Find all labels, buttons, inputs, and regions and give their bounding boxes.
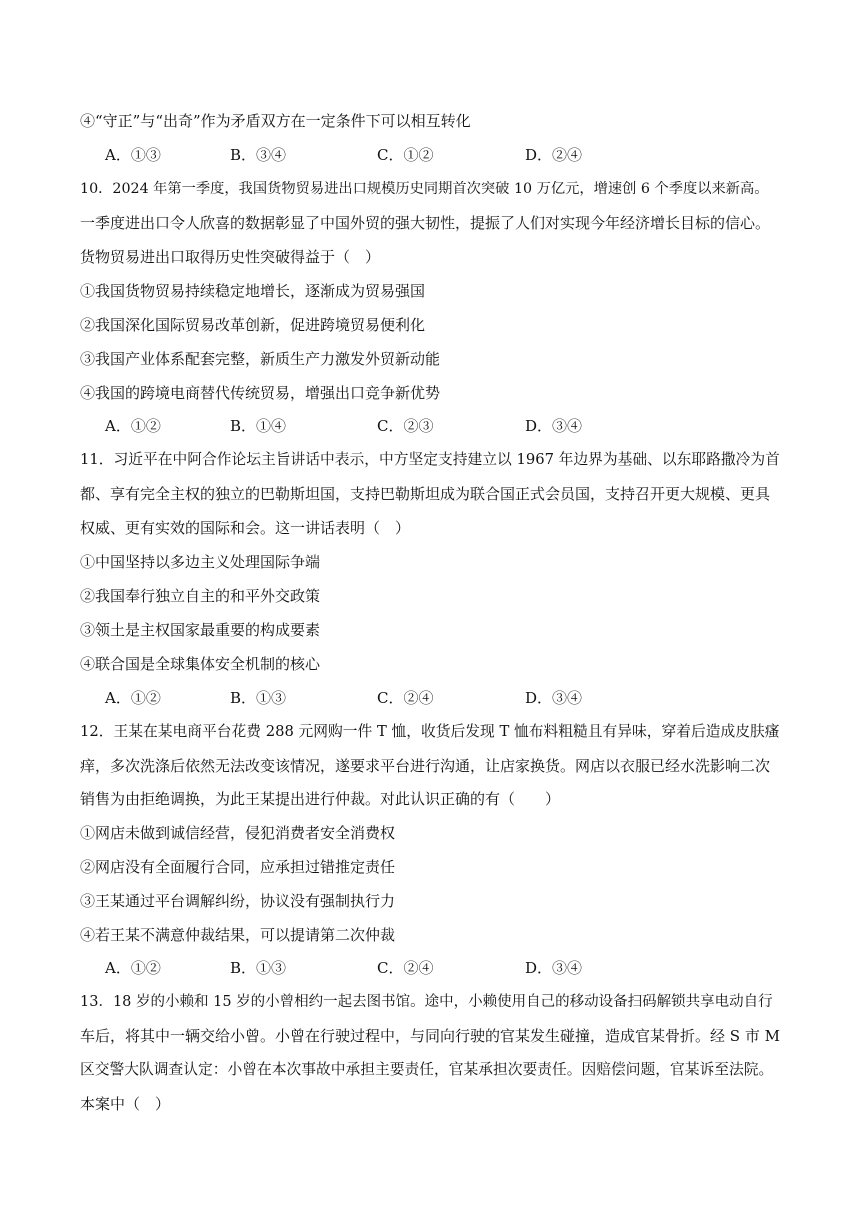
q11-statement-1: ①中国坚持以多边主义处理国际争端 (80, 553, 321, 571)
q10-stem-line-1: 10．2024 年第一季度，我国货物贸易进出口规模历史同期首次突破 10 万亿元，增速创 6 个季度以来新高。 (80, 181, 769, 197)
q10-option-a[interactable]: A．①② (105, 417, 161, 435)
q12-statement-2: ②网店没有全面履行合同，应承担过错推定责任 (80, 858, 396, 876)
q10-stem-line-3: 货物贸易进出口取得历史性突破得益于（ ） (80, 248, 381, 266)
q12-option-c[interactable]: C．②④ (377, 959, 434, 977)
q11-statement-4: ④联合国是全球集体安全机制的核心 (80, 655, 321, 673)
q11-option-d[interactable]: D．③④ (525, 689, 583, 707)
q11-statement-2: ②我国奉行独立自主的和平外交政策 (80, 587, 321, 605)
q13-stem-line-1: 13．18 岁的小赖和 15 岁的小曾相约一起去图书馆。途中，小赖使用自己的移动设备扫码解锁共享电动自行 (80, 994, 773, 1010)
q11-stem-line-3: 权威、更有实效的国际和会。这一讲话表明（ ） (80, 519, 411, 537)
q13-stem-line-2: 车后，将其中一辆交给小曾。小曾在行驶过程中，与同向行驶的官某发生碰撞，造成官某骨折。经 S 市 M (80, 1027, 780, 1045)
q11-option-c[interactable]: C．②④ (377, 689, 434, 707)
q12-stem-line-3: 销售为由拒绝调换，为此王某提出进行仲裁。对此认识正确的有（ ） (80, 790, 561, 808)
q12-stem-line-2: 痒，多次洗涤后依然无法改变该情况，遂要求平台进行沟通，让店家换货。网店以衣服已经水洗影响二次 (80, 757, 771, 775)
q12-statement-3: ③王某通过平台调解纠纷，协议没有强制执行力 (80, 892, 396, 910)
q11-statement-3: ③领土是主权国家最重要的构成要素 (80, 621, 321, 639)
q10-statement-2: ②我国深化国际贸易改革创新，促进跨境贸易便利化 (80, 316, 426, 334)
q12-stem-line-1: 12．王某在某电商平台花费 288 元网购一件 T 恤，收货后发现 T 恤布料粗糙且有异味，穿着后造成皮肤瘙 (80, 723, 780, 740)
q11-option-a[interactable]: A．①② (105, 689, 161, 707)
q10-option-d[interactable]: D．③④ (525, 417, 583, 435)
q9-statement-4: ④“守正”与“出奇”作为矛盾双方在一定条件下可以相互转化 (80, 112, 471, 130)
q10-option-b[interactable]: B．①④ (230, 417, 287, 435)
q11-stem-line-1: 11．习近平在中阿合作论坛主旨讲话中表示，中方坚定支持建立以 1967 年边界为基础、以东耶路撒冷为首 (80, 451, 780, 468)
q12-option-b[interactable]: B．①③ (230, 959, 287, 977)
q12-statement-1: ①网店未做到诚信经营，侵犯消费者安全消费权 (80, 824, 396, 842)
q10-statement-4: ④我国的跨境电商替代传统贸易，增强出口竞争新优势 (80, 384, 441, 402)
q9-option-a[interactable]: A．①③ (105, 146, 161, 164)
q11-option-b[interactable]: B．①③ (230, 689, 287, 707)
q12-statement-4: ④若王某不满意仲裁结果，可以提请第二次仲裁 (80, 926, 396, 944)
q11-stem-line-2: 都、享有完全主权的独立的巴勒斯坦国，支持巴勒斯坦成为联合国正式会员国，支持召开更大规模、更具 (80, 485, 771, 503)
q10-statement-1: ①我国货物贸易持续稳定地增长，逐渐成为贸易强国 (80, 282, 426, 300)
q13-stem-line-3: 区交警大队调查认定：小曾在本次事故中承担主要责任，官某承担次要责任。因赔偿问题，官某诉至法院。 (80, 1061, 774, 1078)
q12-option-a[interactable]: A．①② (105, 959, 161, 977)
q10-statement-3: ③我国产业体系配套完整，新质生产力激发外贸新动能 (80, 350, 441, 368)
q12-option-d[interactable]: D．③④ (525, 959, 583, 977)
q9-option-c[interactable]: C．①② (377, 146, 434, 164)
q9-option-b[interactable]: B．③④ (230, 146, 287, 164)
q10-option-c[interactable]: C．②③ (377, 417, 434, 435)
q13-stem-line-4: 本案中（ ） (80, 1095, 171, 1113)
q10-stem-line-2: 一季度进出口令人欣喜的数据彰显了中国外贸的强大韧性，提振了人们对实现今年经济增长目标的信心。 (80, 214, 771, 232)
q9-option-d[interactable]: D．②④ (525, 146, 583, 164)
